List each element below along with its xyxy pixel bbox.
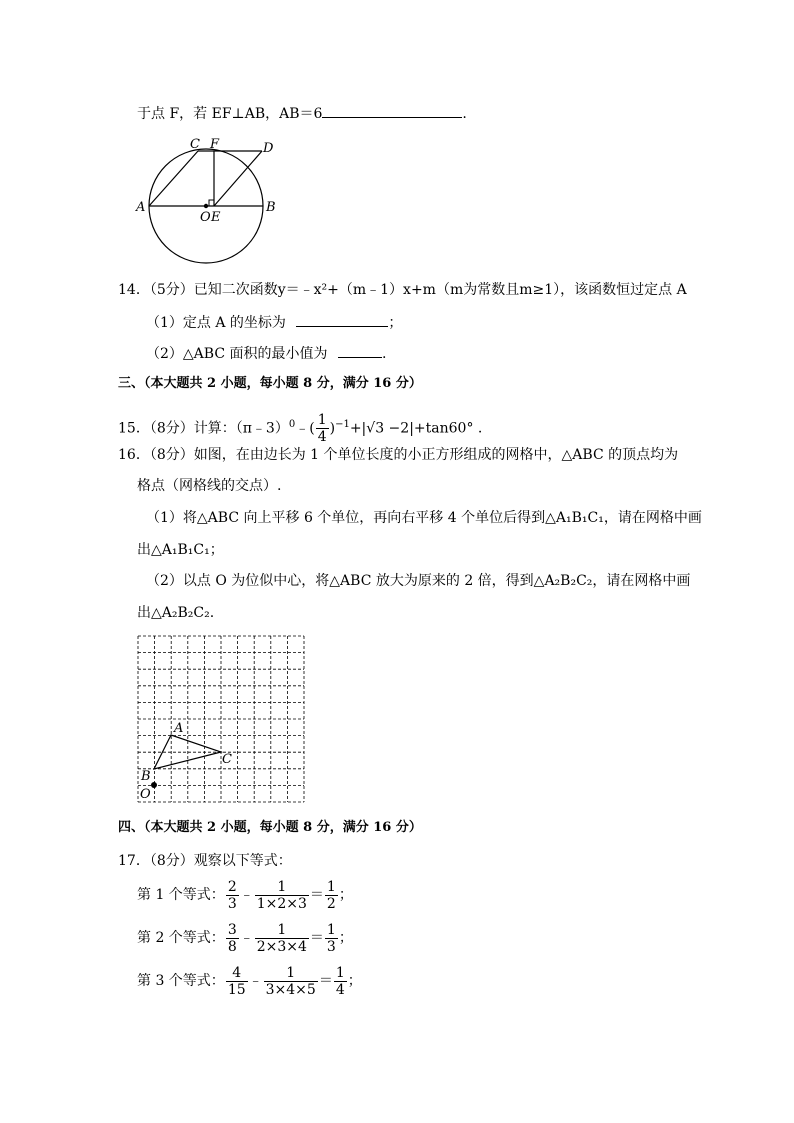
frac-b-den: 2×3×4 (256, 938, 307, 955)
q15-prefix: 15．（8分）计算：（π﹣3） (118, 420, 289, 437)
label-F: F (210, 137, 220, 152)
frac-a-den: 3 (227, 895, 237, 912)
point-O (151, 782, 157, 788)
equals-sign: ＝ (318, 973, 333, 989)
frac-b-den: 3×4×5 (265, 981, 316, 998)
q17-equation-1 (137, 878, 353, 912)
q15-abs-part: +|√3 −2|+tan60° (349, 420, 474, 437)
equation-label: 第 1 个等式： (137, 887, 225, 903)
q13-tail-text: 于点 F，若 EF⊥AB，AB＝6 (137, 106, 323, 122)
semicolon: ； (338, 887, 353, 903)
q17-equation-3 (137, 964, 362, 998)
frac-a-num: 2 (227, 878, 237, 895)
semicolon: ； (338, 930, 353, 946)
frac-b-num: 1 (255, 879, 309, 896)
minus-sign: ﹣ (248, 973, 263, 989)
frac-c (334, 965, 347, 998)
frac-c-num: 1 (335, 964, 345, 981)
section-3-heading: 三、（本大题共 2 小题，每小题 8 分，满分 16 分） (118, 376, 422, 391)
center-point (204, 204, 208, 208)
frac-b (264, 965, 318, 998)
label-A: A (136, 200, 146, 215)
label-B: B (266, 200, 276, 215)
equation-label: 第 2 个等式： (137, 930, 225, 946)
label-D: D (263, 141, 274, 156)
frac-c (325, 879, 338, 912)
q13-answer-blank[interactable] (322, 103, 462, 118)
q14-part2-end: . (381, 346, 387, 362)
right-angle-mark (209, 200, 214, 206)
q14-part2-text: （2）△ABC 面积的最小值为 (146, 346, 328, 362)
grid-label-C: C (222, 752, 232, 767)
q16-line4: 出△A₁B₁C₁； (137, 542, 224, 558)
frac-a (226, 922, 239, 955)
q15-frac-num: 1 (317, 412, 327, 429)
grid-label-A: A (174, 721, 184, 736)
section-4-heading: 四、（本大题共 2 小题，每小题 8 分，满分 16 分） (118, 820, 422, 835)
q16-line6: 出△A₂B₂C₂. (137, 605, 215, 621)
q17-equation-2 (137, 921, 353, 955)
q13-tail-end: . (462, 106, 467, 122)
frac-c (325, 922, 338, 955)
grid-lines (138, 636, 304, 802)
label-E: E (211, 210, 221, 225)
minus-sign: ﹣ (239, 930, 254, 946)
circle-figure (132, 132, 292, 264)
q16-line5: （2）以点 O 为位似中心，将△ABC 放大为原来的 2 倍，得到△A₂B₂C₂，请在网格中画 (146, 573, 691, 589)
frac-a-den: 8 (227, 938, 237, 955)
frac-b-num: 1 (264, 965, 318, 982)
equals-sign: ＝ (309, 930, 324, 946)
frac-c-den: 4 (335, 981, 345, 998)
q15-close: ) (329, 420, 336, 437)
frac-a-den: 15 (227, 981, 246, 998)
frac-a-num: 4 (226, 965, 248, 982)
frac-a-num: 3 (227, 921, 237, 938)
frac-a (226, 965, 248, 998)
semicolon: ； (347, 973, 362, 989)
frac-c-num: 1 (326, 878, 336, 895)
frac-c-den: 2 (326, 895, 336, 912)
frac-b (255, 922, 309, 955)
q15-line (118, 408, 482, 446)
q14-part2 (146, 343, 386, 364)
frac-a (226, 879, 239, 912)
grid-figure[interactable] (132, 630, 310, 808)
q14-part1-end: ； (388, 315, 403, 331)
q13-tail-line (137, 103, 467, 124)
q14-part1 (146, 312, 402, 333)
equals-sign: ＝ (309, 887, 324, 903)
frac-c-num: 1 (326, 921, 336, 938)
grid-label-O: O (140, 787, 151, 802)
frac-b (255, 879, 309, 912)
q16-line3: （1）将△ABC 向上平移 6 个单位，再向右平移 4 个单位后得到△A₁B₁C₁，请在网格中画 (146, 510, 702, 526)
q15-exp-zero: 0 (288, 419, 296, 430)
q16-line1: 16．（8分）如图，在由边长为 1 个单位长度的小正方形组成的网格中，△ABC 的顶点均为 (118, 447, 679, 463)
q17-head: 17．（8分）观察以下等式： (118, 853, 292, 869)
grid-label-B: B (141, 769, 151, 784)
frac-b-num: 1 (255, 922, 309, 939)
equation-label: 第 3 个等式： (137, 973, 225, 989)
q15-minus: ﹣( (295, 420, 315, 437)
label-O: O (200, 210, 211, 225)
q15-fraction (316, 412, 329, 445)
q16-line2: 格点（网格线的交点）. (137, 478, 282, 494)
q15-exp-neg1: −1 (335, 419, 350, 430)
q15-frac-den: 4 (317, 429, 327, 446)
q14-part1-blank[interactable] (296, 312, 388, 327)
frac-b-den: 1×2×3 (256, 895, 307, 912)
q14-part2-blank[interactable] (338, 343, 382, 358)
frac-c-den: 3 (326, 938, 336, 955)
label-C: C (190, 137, 200, 152)
q15-end: . (477, 420, 483, 437)
minus-sign: ﹣ (239, 887, 254, 903)
q14-part1-text: （1）定点 A 的坐标为 (146, 315, 286, 331)
q14-head: 14．（5分）已知二次函数y＝﹣x²+（m﹣1）x+m（m为常数且m≥1），该函数恒过定点 A (118, 282, 687, 298)
